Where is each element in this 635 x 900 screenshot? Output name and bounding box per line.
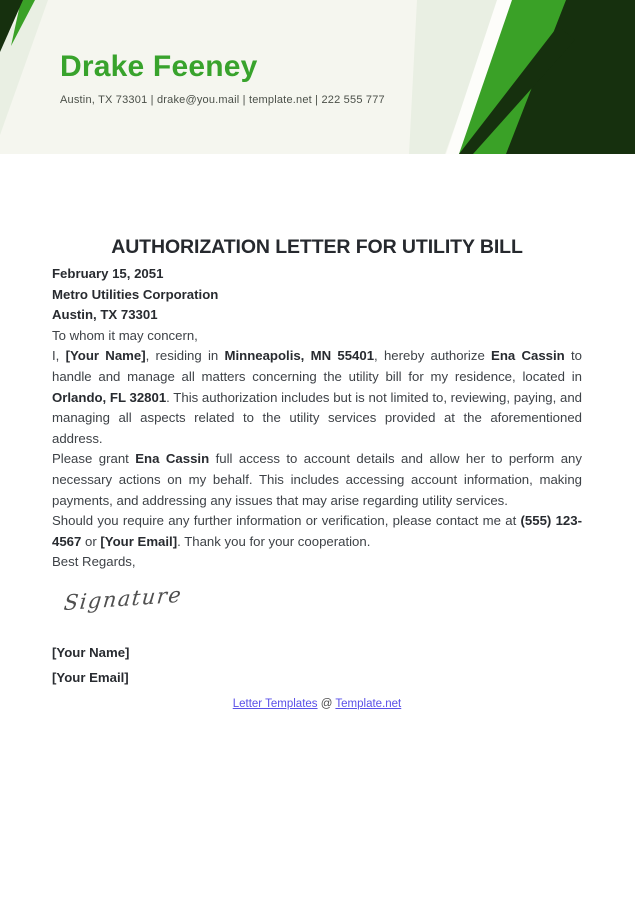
- letter-date: February 15, 2051: [52, 266, 164, 281]
- letterhead-text: [60, 50, 385, 106]
- signer-email-placeholder: [Your Email]: [52, 669, 129, 685]
- footer-credit: [52, 698, 582, 710]
- footer-link-template-net[interactable]: Template.net: [335, 698, 402, 711]
- closing: Best Regards,: [52, 554, 136, 570]
- footer-link-letter-templates[interactable]: Letter Templates: [232, 698, 318, 711]
- salutation: To whom it may concern,: [52, 327, 198, 343]
- letter-body: [0, 154, 635, 710]
- footer-separator: @: [317, 698, 336, 711]
- sender-contact: Austin, TX 73301 | drake@you.mail | template.net | 222 555 777: [60, 94, 385, 106]
- paragraph-access-grant: Please grant Ena Cassin full access to account details and allow her to perform any necessary actions on my behalf. This includes accessing account information, making payments, and addressing any issues that may arise regarding utility services.: [52, 451, 582, 508]
- signature-script: Signature: [62, 582, 184, 616]
- paragraph-authorization: I, [Your Name], residing in Minneapolis, MN 55401, hereby authorize Ena Cassin to handle and manage all matters concerning the utility bill for my residence, located in Orlando, FL 32801. This authorization includes but is not limited to, reviewing, paying, and managing all aspects related to the utility services provided at the aforementioned address.: [52, 348, 582, 446]
- signer-name-placeholder: [Your Name]: [52, 644, 130, 660]
- paragraph-contact-info: Should you require any further information or verification, please contact me at (555) 123-4567 or [Your Email]. Thank you for your cooperation.: [52, 513, 582, 549]
- recipient-organization: Metro Utilities Corporation: [52, 286, 219, 302]
- letter-title: AUTHORIZATION LETTER FOR UTILITY BILL: [111, 236, 523, 258]
- letterhead: [0, 0, 635, 154]
- recipient-address: Austin, TX 73301: [52, 307, 158, 323]
- sender-name: Drake Feeney: [60, 50, 258, 83]
